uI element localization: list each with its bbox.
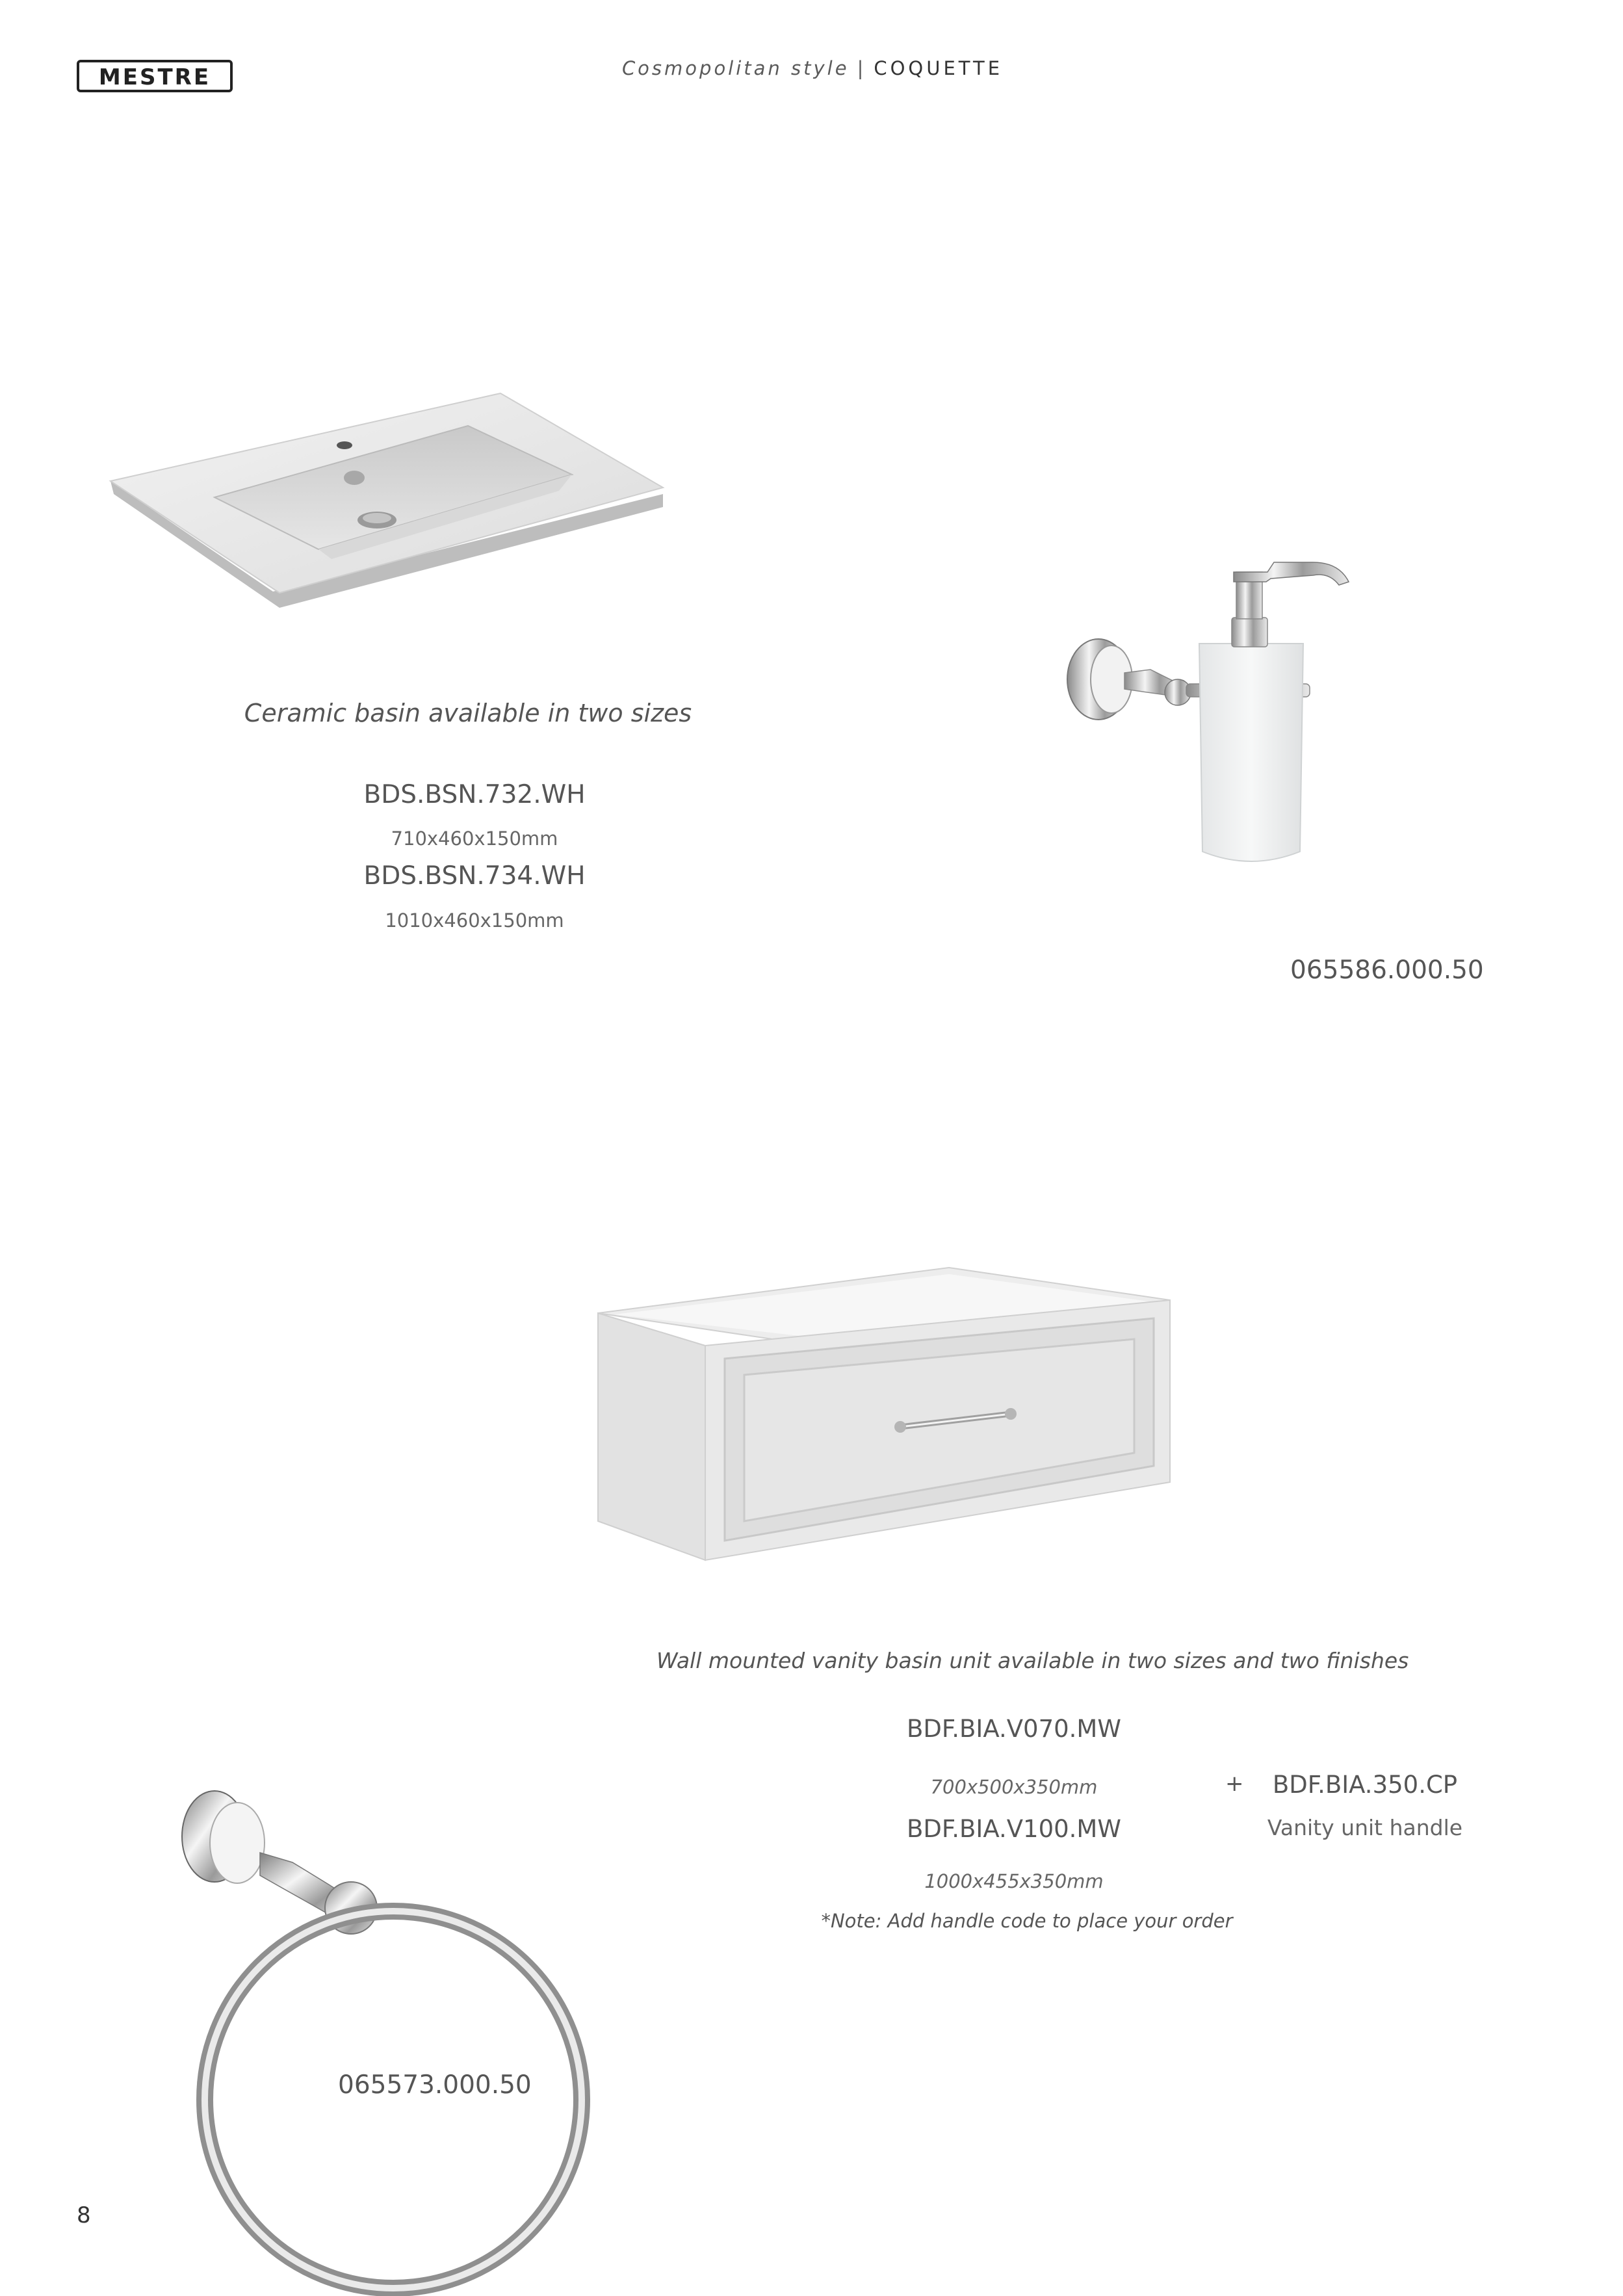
brand-logo [77, 60, 233, 92]
brand-logo-text: MESTRE [98, 64, 211, 90]
header-title [585, 57, 1040, 79]
basin-dimensions-732: 710x460x150mm [391, 828, 558, 850]
vanity-code-v070: BDF.BIA.V070.MW [907, 1715, 1121, 1743]
ceramic-basin-image [104, 384, 676, 611]
plus-sign: + [1225, 1771, 1244, 1797]
style-label: Cosmopolitan style [621, 57, 850, 79]
soap-dispenser-image [1059, 546, 1371, 878]
vanity-dimensions-v100: 1000x455x350mm [924, 1870, 1104, 1892]
handle-label: Vanity unit handle [1267, 1815, 1463, 1840]
vanity-code-v100: BDF.BIA.V100.MW [907, 1815, 1121, 1843]
collection-name: COQUETTE [874, 57, 1004, 79]
towel-ring-code: 065573.000.50 [338, 2070, 532, 2100]
soap-dispenser-code: 065586.000.50 [1290, 956, 1484, 985]
basin-dimensions-734: 1010x460x150mm [385, 909, 564, 932]
vanity-unit-image [595, 1268, 1180, 1567]
page-number: 8 [77, 2202, 91, 2228]
vanity-dimensions-v070: 700x500x350mm [930, 1776, 1098, 1798]
header-separator: | [857, 57, 866, 79]
towel-ring-image [162, 1755, 630, 2296]
order-note: *Note: Add handle code to place your order [821, 1910, 1233, 1932]
basin-description: Ceramic basin available in two sizes [244, 699, 692, 727]
basin-code-732: BDS.BSN.732.WH [363, 780, 586, 809]
brand-logo-mark [77, 60, 233, 92]
basin-code-734: BDS.BSN.734.WH [363, 861, 586, 891]
vanity-description: Wall mounted vanity basin unit available in two sizes and two finishes [656, 1648, 1409, 1673]
handle-code: BDF.BIA.350.CP [1272, 1771, 1458, 1799]
